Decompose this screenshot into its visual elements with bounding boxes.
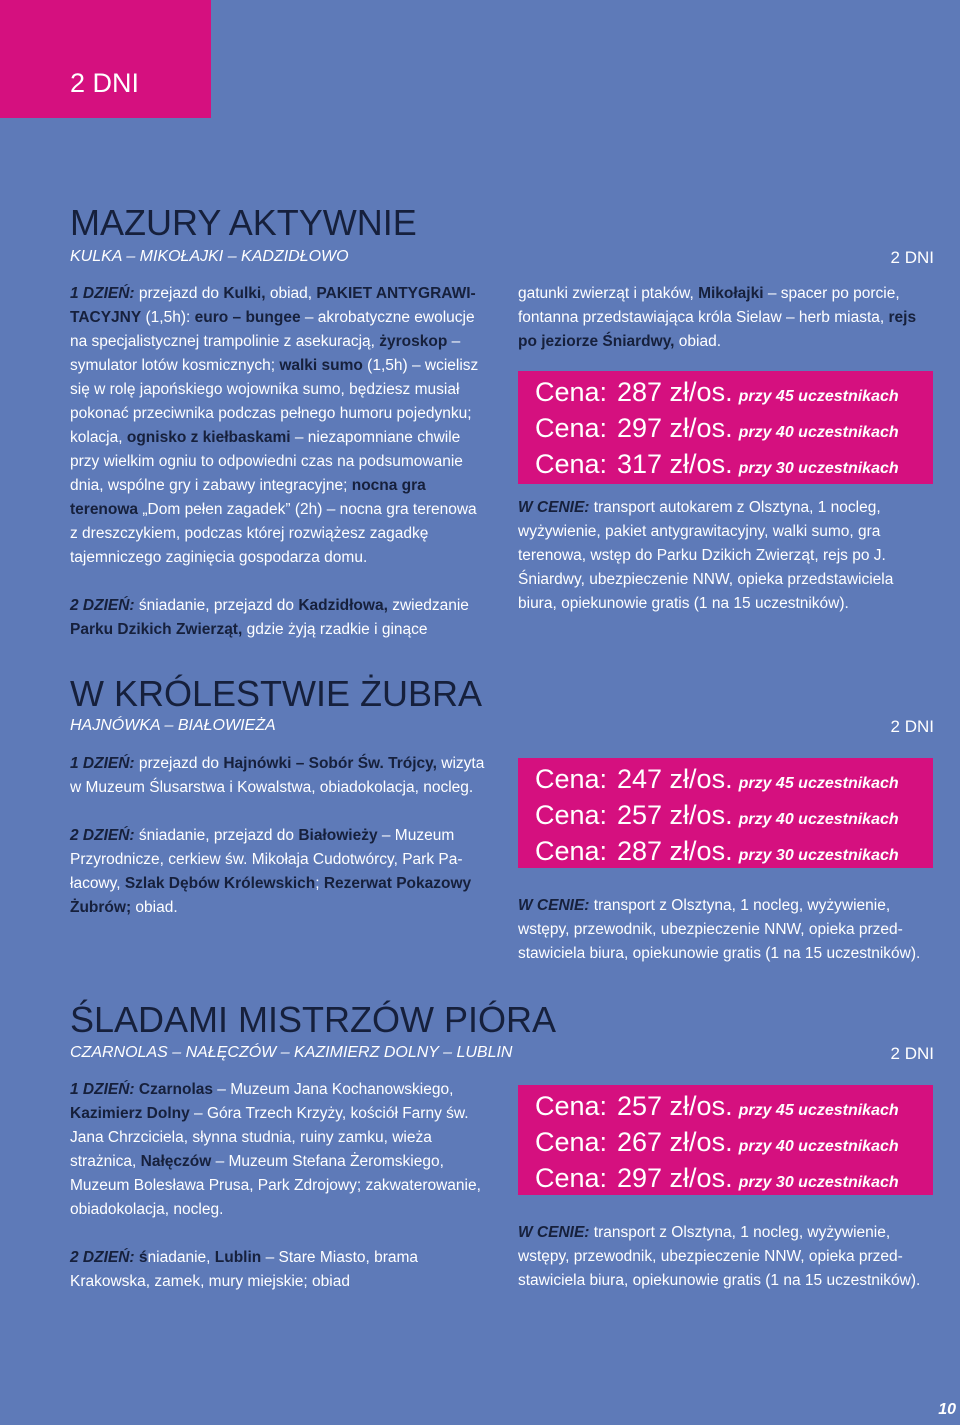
price-label: Cena: xyxy=(535,764,608,794)
price-note: przy 30 uczestnikach xyxy=(738,1174,899,1191)
price-label: Cena: xyxy=(535,800,608,830)
price-label: Cena: xyxy=(535,836,608,866)
text-run: wizyta w Muzeum Ślusarstwa i Kowalstwa, obiadokolacja, nocleg. xyxy=(70,755,485,796)
text-run: transport autokarem z Olsztyna, 1 nocleg, wyżywienie, pakiet antygrawitacyjny, walki sumo, gra terenowa, wstęp do Parku Dzikich Zwierząt, rejs po J. Śniardwy, ubezpieczenie NNW, opieka przedstawiciela biura, opiekunowie gratis (1 na 15 uczestników). xyxy=(518,499,894,612)
duration-tag-text: 2 DNI xyxy=(70,68,140,98)
text-run: gdzie żyją rzadkie i ginące xyxy=(242,621,428,638)
price-row xyxy=(535,1088,933,1124)
price-row xyxy=(535,446,933,482)
text-run: niadanie, xyxy=(147,1249,215,1266)
price-box xyxy=(518,758,933,868)
text-run: Kazimierz Dolny xyxy=(70,1105,190,1122)
text-run: Czarnolas xyxy=(138,1081,213,1098)
price-value: 247 zł/os. xyxy=(617,764,733,794)
offer-days: 2 DNI xyxy=(890,717,934,736)
day-2-text xyxy=(70,594,488,642)
text-run: – Muzeum Przyrodnicze, cerkiew św. Mikołaja Cudotwórcy, Park Pa-łacowy, xyxy=(70,827,463,892)
price-label: Cena: xyxy=(535,1127,608,1157)
offer-title: MAZURY AKTYWNIE xyxy=(70,202,417,243)
text-run: W CENIE: xyxy=(518,1224,590,1241)
text-run: transport z Olsztyna, 1 nocleg, wyżywienie, wstępy, przewodnik, ubezpieczenie NNW, opieka przed-stawiciela biura, opiekunowie gratis (1 na 15 uczestników). xyxy=(518,897,921,962)
text-run: ognisko z kiełbaskami xyxy=(126,429,291,446)
offer-subtitle: KULKA – MIKOŁAJKI – KADZIDŁOWO xyxy=(70,248,349,265)
text-run: 1 DZIEŃ: xyxy=(70,1081,135,1098)
program-continued-text xyxy=(518,282,936,354)
text-run: Rezerwat Pokazowy Żubrów; xyxy=(70,875,472,916)
price-label: Cena: xyxy=(535,377,608,407)
included-text xyxy=(518,1221,936,1293)
text-run: Lublin xyxy=(214,1249,262,1266)
price-row xyxy=(535,1160,933,1196)
price-row xyxy=(535,761,933,797)
included-services xyxy=(518,496,936,616)
included-text xyxy=(518,496,936,616)
price-row xyxy=(535,797,933,833)
text-run: zwiedzanie xyxy=(387,597,469,614)
price-label: Cena: xyxy=(535,449,608,479)
price-value: 297 zł/os. xyxy=(617,413,733,443)
price-note: przy 40 uczestnikach xyxy=(738,424,899,441)
price-value: 317 zł/os. xyxy=(617,449,733,479)
offer-days: 2 DNI xyxy=(890,248,934,267)
included-text xyxy=(518,894,936,966)
text-run: „Dom pełen zagadek” (2h) – nocna gra terenowa z dreszczykiem, podczas której rozwiążesz zagadkę tajemniczego zaginięcia gospodarza domu. xyxy=(70,501,477,566)
text-run: – akrobatyczne ewolucje na specjalistycznej trampolinie z asekuracją, xyxy=(70,309,475,350)
program-description xyxy=(70,282,488,642)
text-run: ; xyxy=(315,875,324,892)
text-run: rejs po jeziorze Śniardwy, xyxy=(518,309,917,350)
text-run: PAKIET ANTYGRAWI-TACYJNY xyxy=(70,285,476,326)
text-run: W CENIE: xyxy=(518,897,590,914)
text-run: Kadzidłowa, xyxy=(298,597,388,614)
price-note: przy 45 uczestnikach xyxy=(738,1102,899,1119)
price-value: 287 zł/os. xyxy=(617,377,733,407)
text-run: euro – bungee xyxy=(194,309,301,326)
text-run: – Muzeum Jana Kochanowskiego, xyxy=(213,1081,454,1098)
text-run: śniadanie, przejazd do xyxy=(134,827,299,844)
program-continued xyxy=(518,282,936,354)
text-run: (1,5h): xyxy=(141,309,195,326)
offer-subtitle: HAJNÓWKA – BIAŁOWIEŻA xyxy=(70,717,276,734)
price-label: Cena: xyxy=(535,413,608,443)
price-label: Cena: xyxy=(535,1091,608,1121)
price-value: 257 zł/os. xyxy=(617,800,733,830)
offer-title: ŚLADAMI MISTRZÓW PIÓRA xyxy=(70,999,557,1040)
price-value: 297 zł/os. xyxy=(617,1163,733,1193)
text-run: – niezapomniane chwile przy wielkim ogniu to odpowiedni czas na podsumowanie dnia, wspólne gry i zabawy integracyjne; xyxy=(70,429,463,494)
price-note: przy 45 uczestnikach xyxy=(738,388,899,405)
program-description xyxy=(70,1078,488,1294)
text-run: Hajnówki – Sobór Św. Trójcy, xyxy=(223,755,437,772)
price-value: 287 zł/os. xyxy=(617,836,733,866)
text-run: obiad. xyxy=(131,899,178,916)
text-run: przejazd do xyxy=(134,285,224,302)
offer-days: 2 DNI xyxy=(890,1044,934,1063)
day-1-text xyxy=(70,1078,488,1222)
text-run: 1 DZIEŃ: xyxy=(70,285,135,302)
text-run: nocna gra terenowa xyxy=(70,477,426,518)
text-run: gatunki zwierząt i ptaków, xyxy=(518,285,699,302)
text-run: Szlak Dębów Królewskich xyxy=(124,875,316,892)
text-run: (1,5h) – wcielisz się w rolę japońskiego wojownika sumo, będziesz musiał pokonać przeciwnika podczas pełnego humoru pojedynku; kolacja, xyxy=(70,357,479,446)
duration-tag xyxy=(0,0,211,118)
text-run: Parku Dzikich Zwierząt, xyxy=(70,621,243,638)
price-note: przy 30 uczestnikach xyxy=(738,847,899,864)
day-1-text xyxy=(70,752,488,800)
text-run: transport z Olsztyna, 1 nocleg, wyżywienie, wstępy, przewodnik, ubezpieczenie NNW, opieka przed-stawiciela biura, opiekunowie gratis (1 na 15 uczestników). xyxy=(518,1224,921,1289)
offer-title: W KRÓLESTWIE ŻUBRA xyxy=(70,673,483,714)
program-description xyxy=(70,752,488,920)
price-row xyxy=(535,1124,933,1160)
text-run: – Muzeum Stefana Żeromskiego, Muzeum Bolesława Prusa, Park Zdrojowy; zakwaterowanie, obiadokolacja, nocleg. xyxy=(70,1153,481,1218)
price-note: przy 40 uczestnikach xyxy=(738,811,899,828)
text-run: – symulator lotów kosmicznych; xyxy=(70,333,461,374)
price-label: Cena: xyxy=(535,1163,608,1193)
text-run: 2 DZIEŃ: xyxy=(70,597,135,614)
text-run: obiad, xyxy=(265,285,317,302)
text-run: – spacer po porcie, fontanna przedstawiająca króla Sielaw – herb miasta, xyxy=(518,285,900,326)
text-run: walki sumo xyxy=(279,357,363,374)
text-run: Białowieży xyxy=(298,827,378,844)
text-run: Nałęczów xyxy=(140,1153,212,1170)
page-number: 10 xyxy=(938,1401,956,1418)
text-run: – Stare Miasto, brama Krakowska, zamek, mury miejskie; obiad xyxy=(70,1249,419,1290)
text-run: śniadanie, przejazd do xyxy=(134,597,299,614)
price-row xyxy=(535,374,933,410)
day-2-text xyxy=(70,1246,488,1294)
text-run: – Góra Trzech Krzyży, kościół Farny św. Jana Chrzciciela, słynna studnia, ruiny zamku, wieża strażnica, xyxy=(70,1105,469,1170)
text-run: 2 DZIEŃ: xyxy=(70,1249,135,1266)
included-services xyxy=(518,1221,936,1293)
price-row xyxy=(535,833,933,869)
text-run: obiad. xyxy=(674,333,722,350)
included-services xyxy=(518,894,936,966)
price-note: przy 40 uczestnikach xyxy=(738,1138,899,1155)
text-run: Kulki, xyxy=(223,285,266,302)
text-run: przejazd do xyxy=(134,755,224,772)
offer-subtitle: CZARNOLAS – NAŁĘCZÓW – KAZIMIERZ DOLNY – LUBLIN xyxy=(70,1044,513,1061)
price-box xyxy=(518,1085,933,1195)
text-run: żyroskop xyxy=(379,333,448,350)
text-run: ś xyxy=(138,1249,148,1266)
text-run: W CENIE: xyxy=(518,499,590,516)
price-value: 267 zł/os. xyxy=(617,1127,733,1157)
price-note: przy 30 uczestnikach xyxy=(738,460,899,477)
day-2-text xyxy=(70,824,488,920)
day-1-text xyxy=(70,282,488,570)
price-value: 257 zł/os. xyxy=(617,1091,733,1121)
price-row xyxy=(535,410,933,446)
text-run: Mikołajki xyxy=(698,285,764,302)
text-run: 1 DZIEŃ: xyxy=(70,755,135,772)
price-box xyxy=(518,371,933,484)
text-run: 2 DZIEŃ: xyxy=(70,827,135,844)
price-note: przy 45 uczestnikach xyxy=(738,775,899,792)
